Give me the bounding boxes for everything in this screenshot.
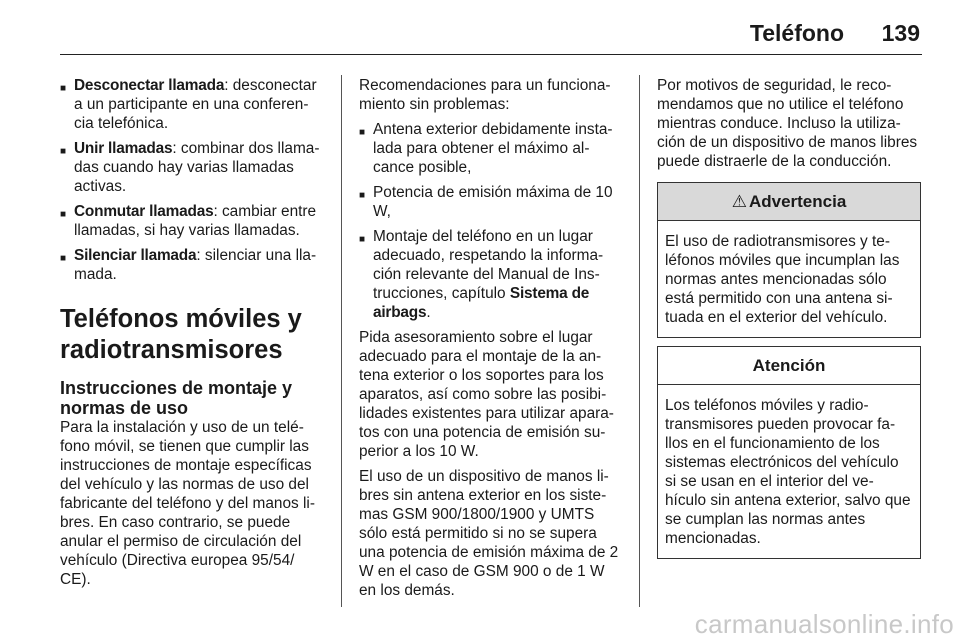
bullet-square-icon: ■: [359, 234, 366, 245]
bullet-text: Antena exterior debidamente insta-lada para obtener el máximo al-cance posible,: [373, 121, 613, 176]
site-watermark: carmanualsonline.info: [694, 609, 954, 639]
intro-paragraph: Recomendaciones para un funciona-miento sin problemas:: [359, 77, 611, 113]
bullet-square-icon: ■: [359, 190, 366, 201]
subsection-heading: Instrucciones de montaje y normas de uso: [60, 378, 293, 418]
bullet-item: [359, 120, 625, 177]
attention-body: Los teléfonos móviles y radio-transmisores pueden provocar fa-llos en el funcionamiento de los sistemas electrónicos del vehículo si se usan en el interior del ve-hículo sin antena exterior, salvo que se cumplan las normas antes mencionadas.: [665, 397, 911, 547]
attention-title: Atención: [752, 356, 826, 375]
warning-triangle-icon: ⚠: [731, 192, 747, 211]
column-divider-left: [341, 75, 342, 607]
column-1: [60, 76, 328, 589]
warning-body: El uso de radiotransmisores y te-léfonos móviles que incumplan las normas antes mencionadas sólo está permitido con una antena si-tuada en el exterior del vehículo.: [665, 233, 900, 326]
column-divider-right: [639, 75, 640, 607]
warning-header: [658, 183, 920, 221]
intro-paragraph: Por motivos de seguridad, le reco-mendamos que no utilice el teléfono mientras conduce. Incluso la utiliza-ción de un dispositivo de manos libres puede distraerle de la conducción.: [657, 77, 918, 170]
bullet-square-icon: ■: [60, 146, 67, 157]
column-2: [359, 76, 625, 600]
bullet-item: [359, 227, 625, 322]
bullet-text: : desconectar a un participante en una conferen-cia telefónica.: [74, 77, 317, 132]
bullet-text: : combinar dos llama-das cuando hay varias llamadas activas.: [74, 140, 320, 195]
bullet-text: : silenciar una lla-mada.: [74, 247, 317, 283]
bullet-text: Potencia de emisión máxima de 10 W,: [373, 184, 613, 220]
bullet-text: : cambiar entre llamadas, si hay varias llamadas.: [74, 203, 317, 239]
bullet-square-icon: ■: [359, 127, 366, 138]
bullet-end: .: [426, 304, 431, 321]
attention-box: [657, 346, 921, 559]
page-header: [60, 14, 922, 55]
body-paragraph: El uso de un dispositivo de manos li-bres sin antena exterior en los siste-mas GSM 900/1800/1900 y UMTS sólo está permitido si no se supera una potencia de emisión máxima de 2 W en el caso de GSM 900 o de 1 W en los demás.: [359, 468, 619, 599]
warning-title: Advertencia: [748, 192, 847, 211]
bullet-term: Unir llamadas: [74, 140, 173, 157]
bullet-term: Desconectar llamada: [74, 77, 225, 94]
bullet-term: Silenciar llamada: [74, 247, 197, 264]
bullet-item: [60, 76, 328, 133]
bullet-item: [60, 139, 328, 196]
body-paragraph: Pida asesoramiento sobre el lugar adecuado para el montaje de la an-tena exterior o los soportes para los aparatos, así como sobre las posibi-lidades existentes para utilizar apara-tos con una potencia de emisión su-perior a los 10 W.: [359, 329, 614, 460]
chapter-title: Teléfono: [749, 20, 844, 46]
section-heading: Teléfonos móviles y radiotransmisores: [60, 305, 302, 364]
warning-box: [657, 182, 921, 338]
page-number: 139: [881, 20, 920, 46]
bullet-term: Conmutar llamadas: [74, 203, 214, 220]
body-paragraph: Para la instalación y uso de un telé-fono móvil, se tienen que cumplir las instrucciones de montaje específicas del vehículo y las normas de uso del fabricante del teléfono y del manos li-bres. En caso contrario, se puede anular el permiso de circulación del vehículo (Directiva europea 95/54/ CE).: [60, 419, 315, 588]
bullet-square-icon: ■: [60, 209, 67, 220]
bullet-square-icon: ■: [60, 83, 67, 94]
chapter-reference: Sistema de airbags: [373, 285, 590, 321]
bullet-item: [60, 202, 328, 240]
attention-header: [658, 347, 920, 385]
bullet-item: [359, 183, 625, 221]
bullet-item: [60, 246, 328, 284]
bullet-text: Montaje del teléfono en un lugar adecuado, respetando la informa-ción relevante del Manual de Ins-trucciones, capítulo: [373, 228, 604, 302]
bullet-square-icon: ■: [60, 253, 67, 264]
column-3: [657, 76, 921, 559]
